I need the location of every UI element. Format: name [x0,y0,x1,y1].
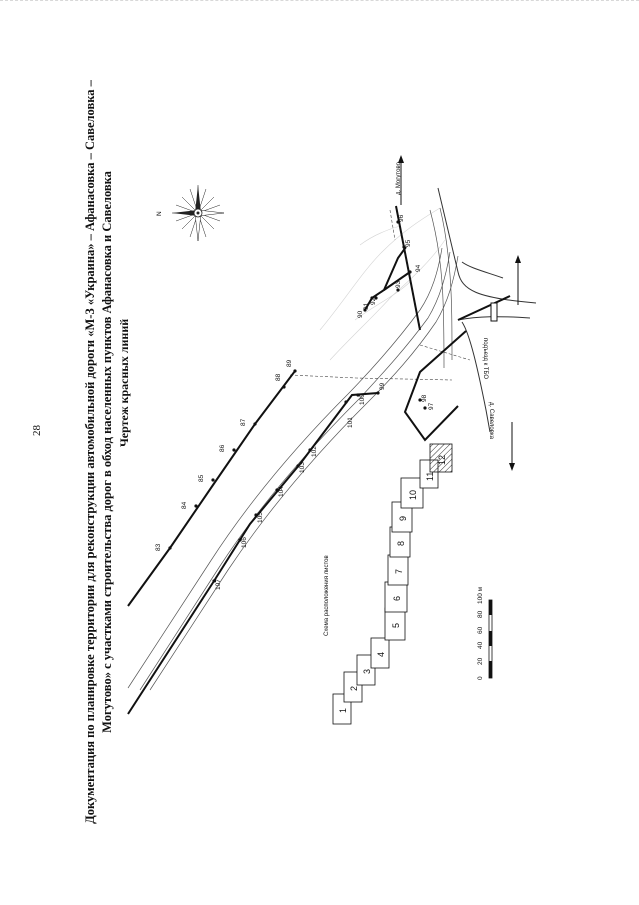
point-label: 90 [357,310,364,318]
sheet-label: 3 [362,668,372,674]
road-label-savelovka: д. Савеловка [488,402,494,440]
sheet-label: 4 [376,651,386,657]
sheet-label: 2 [349,685,359,691]
point-label: 86 [219,444,226,452]
scale-tick-label: 60 [477,626,484,634]
scale-tick-label: 80 [477,610,484,618]
sheet-schema [333,444,452,724]
point-label: 97 [428,402,435,410]
point-label: 98 [421,394,428,402]
point-label: 94 [415,264,422,272]
point-label: 103 [299,462,306,473]
arrow-tbo-icon [515,255,521,305]
sheet-label: 7 [394,568,404,574]
point-label: 89 [286,359,293,367]
scale-tick-label: 0 [477,676,484,680]
road-label-tbo: подъезд к ТБО [482,338,488,380]
sheet-label: 10 [408,489,418,500]
right-red-line-points [357,214,435,410]
point-label: 92 [370,297,377,305]
sheet-label: 8 [396,540,406,546]
scale-tick-label: 20 [477,657,484,665]
point-label: 107 [215,579,222,590]
tbo-marker [491,303,497,321]
scale-bar [477,586,492,680]
arrow-savelovka-icon [509,422,515,471]
scale-tick-label: 40 [477,641,484,649]
sheet-label: 5 [391,622,401,628]
drawing-title: Чертеж красных линий [117,318,131,447]
point-label: 104 [278,486,285,497]
sheet-label: 9 [398,515,408,521]
point-label: 106 [241,537,248,548]
point-label: 95 [405,239,412,247]
point-label: 105 [257,512,264,523]
point-label: 100 [359,394,366,405]
point-label: 84 [181,501,188,509]
page-number: 28 [31,425,43,436]
point-label: 91 [363,302,370,310]
sheet-label: 6 [392,595,402,601]
sheet-label: 12 [437,454,447,465]
title-line-1: Документация по планировке территории для реконструкции автомобильной дороги «М-3 «Украина» – Афанасовка – Савеловка – [83,80,97,824]
terrain-background [320,208,445,360]
point-label: 85 [198,474,205,482]
upper-red-line-points [155,359,297,551]
point-label: 96 [398,214,405,222]
point-label: 102 [311,446,318,457]
sheet-label: 1 [338,707,348,713]
point-label: 101 [347,417,354,428]
sheet-label: 11 [425,471,435,481]
point-label: 99 [379,382,386,390]
sheet-schema-title: Схема расположения листов [324,555,330,636]
lower-red-line-points [212,382,386,590]
point-label: 88 [275,373,282,381]
road-label-mogutovo: д. Могутово [396,162,402,195]
point-label: 83 [155,543,162,551]
compass-rose-icon [172,185,224,241]
point-label: 93 [395,280,402,288]
north-label: N [156,211,163,216]
main-road [128,208,458,690]
title-line-2: Могутово» с участками строительства дорог в обход населенных пунктов Афанасовка и Савеловка [100,171,114,733]
point-label: 87 [240,418,247,426]
scale-tick-label: 100 м [477,586,484,604]
side-roads [438,188,536,432]
